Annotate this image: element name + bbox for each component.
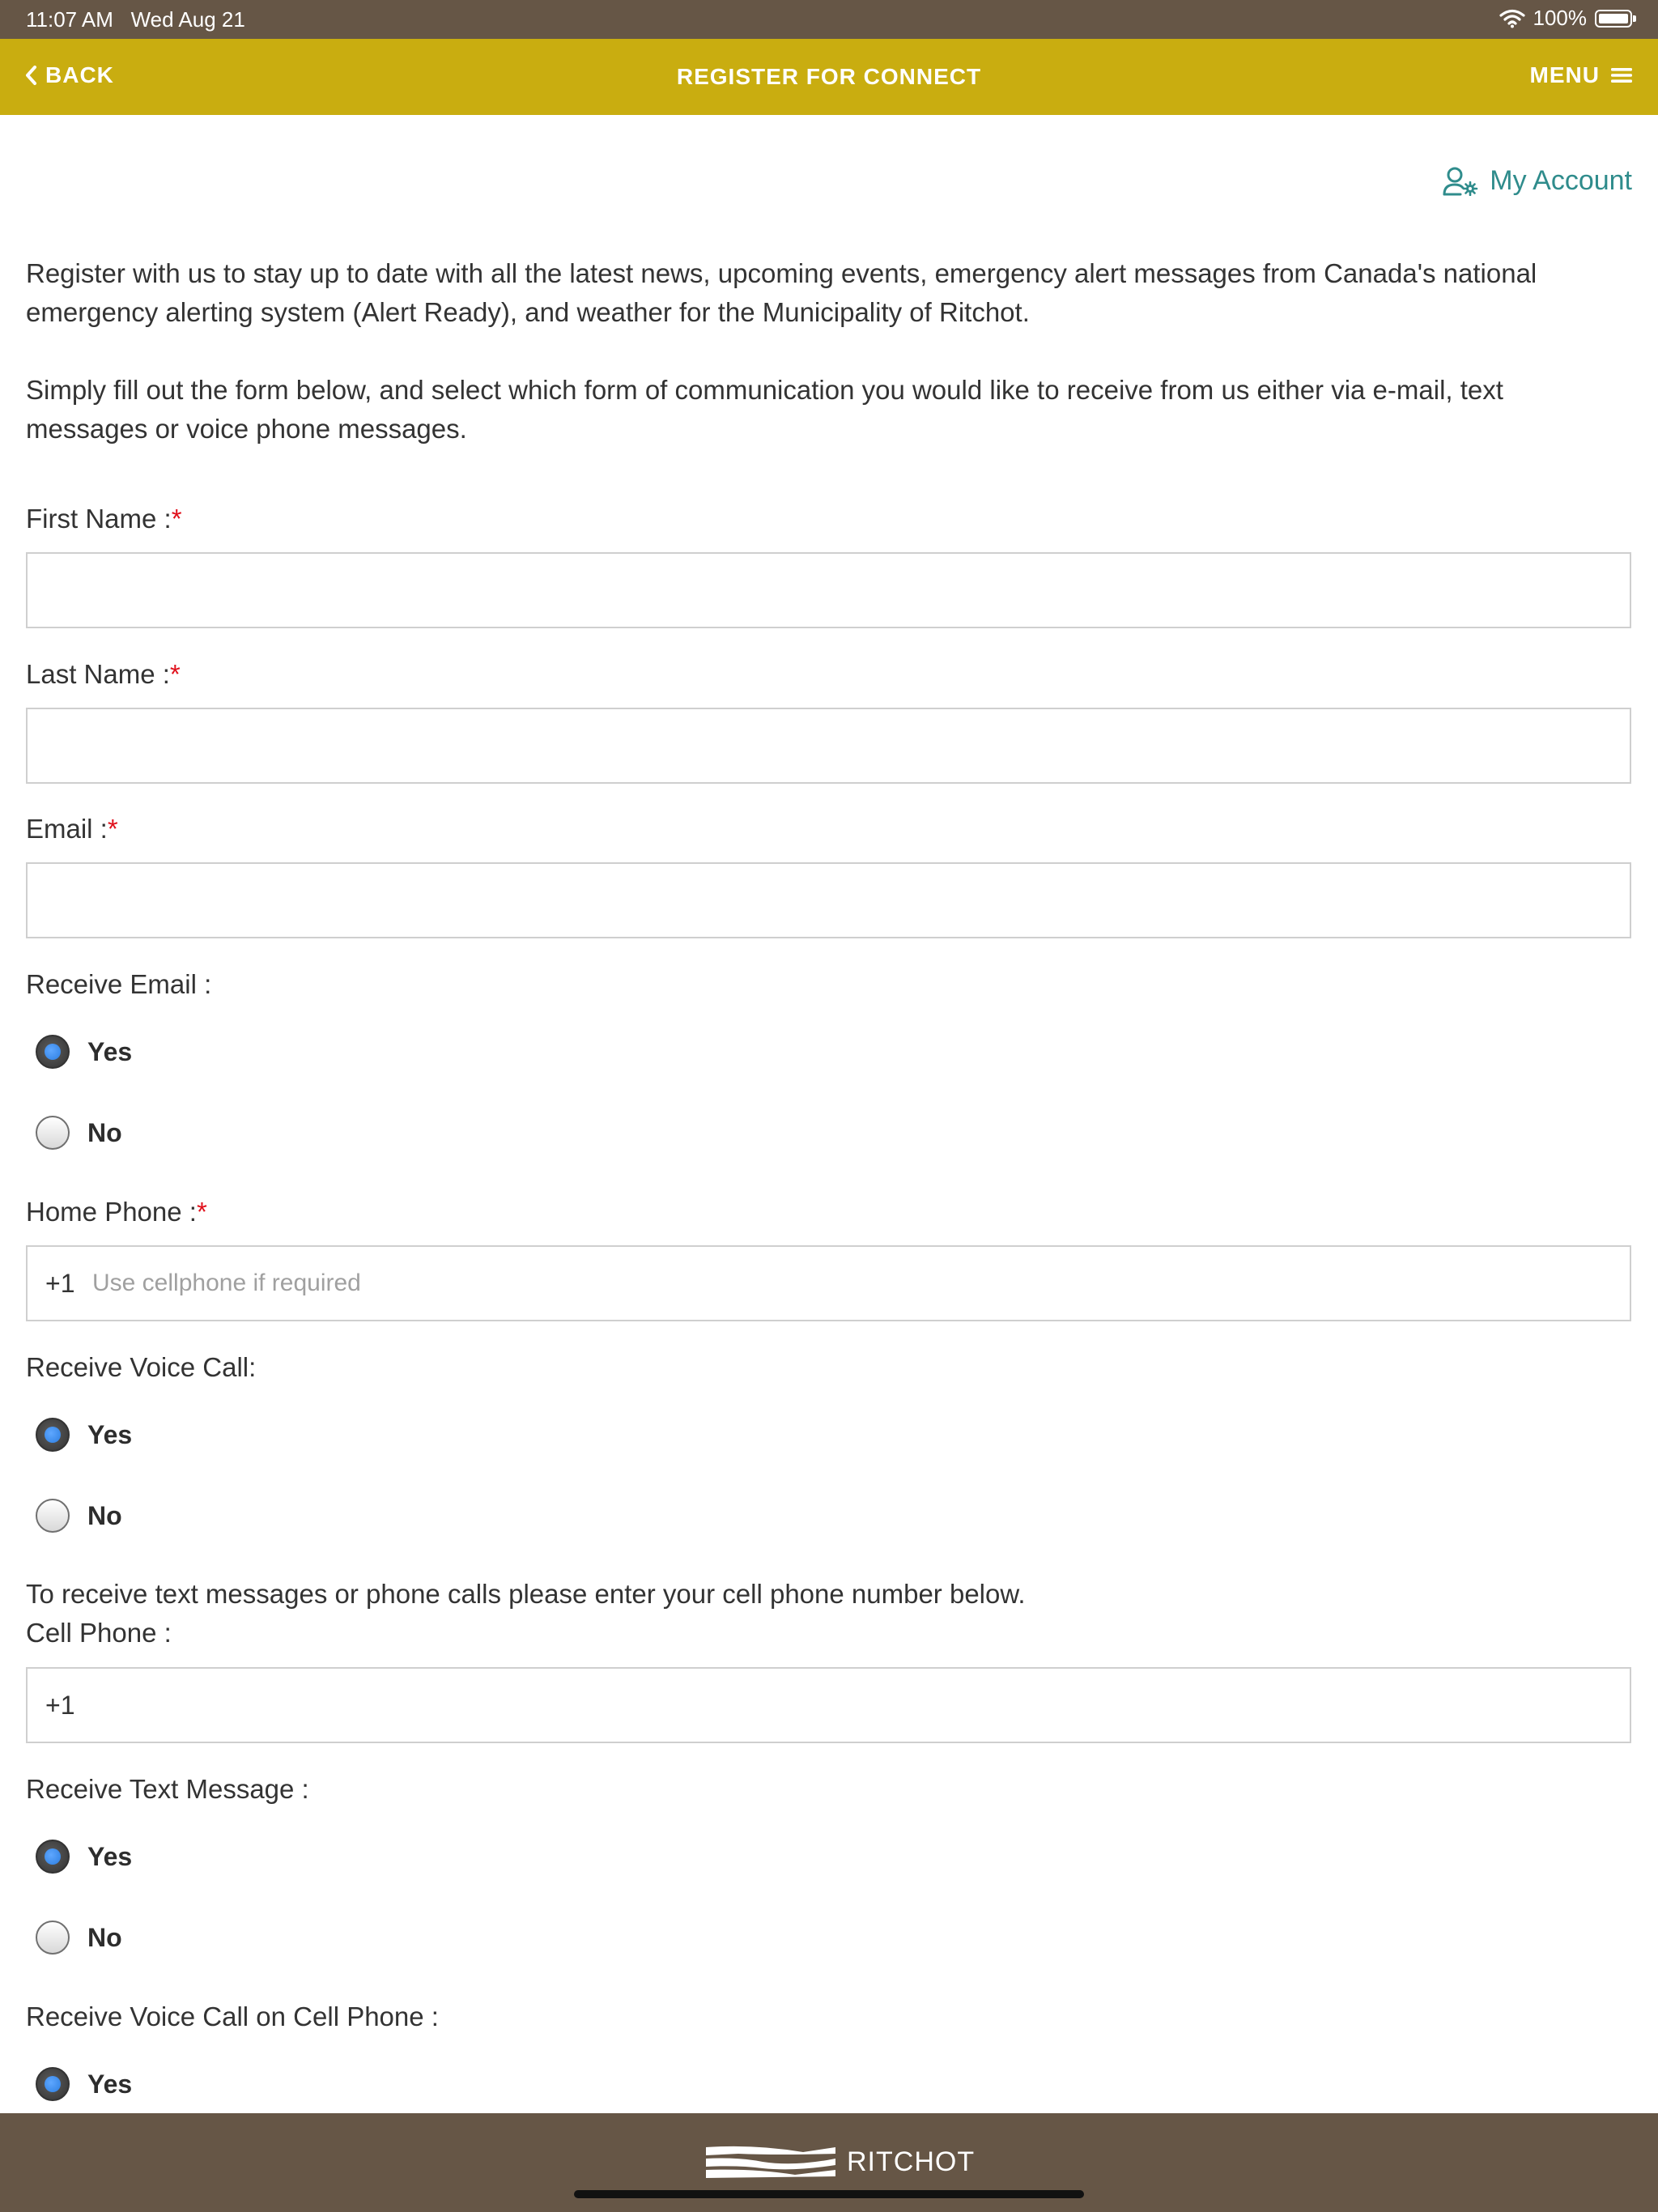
ritchot-logo-icon (706, 2144, 835, 2180)
receive-voice-label: Receive Voice Call: (26, 1352, 257, 1382)
radio-label: Yes (87, 2069, 133, 2099)
radio-unselected-icon[interactable] (36, 1499, 70, 1533)
radio-label: Yes (87, 1036, 133, 1066)
receive-email-no-radio[interactable] (36, 1116, 122, 1150)
ritchot-logo-text: RITCHOT (847, 2146, 976, 2177)
cell-phone-note: To receive text messages or phone calls please enter your cell phone number below. (26, 1579, 1026, 1609)
nav-bar (0, 39, 1658, 115)
radio-selected-icon[interactable] (36, 1035, 70, 1069)
receive-text-yes-radio[interactable] (36, 1840, 132, 1874)
email-label: Email :* (26, 814, 118, 844)
radio-unselected-icon[interactable] (36, 1921, 70, 1955)
country-code-prefix: +1 (45, 1691, 75, 1720)
cell-phone-input[interactable] (28, 1669, 1630, 1742)
receive-text-no-radio[interactable] (36, 1921, 122, 1955)
home-phone-field[interactable] (26, 1245, 1631, 1321)
required-mark: * (107, 814, 118, 844)
intro-paragraph-2: Simply fill out the form below, and select which form of communication you would like to receive from us either via e-mail, text messages or voice phone messages. (26, 375, 1503, 444)
receive-email-yes-radio[interactable] (36, 1035, 132, 1069)
receive-voice-yes-radio[interactable] (36, 1418, 132, 1452)
first-name-label: First Name :* (26, 504, 182, 534)
ritchot-logo (706, 2144, 975, 2180)
email-field[interactable] (26, 862, 1631, 938)
receive-email-label: Receive Email : (26, 969, 212, 999)
menu-button[interactable] (1530, 62, 1632, 88)
last-name-field[interactable] (26, 708, 1631, 784)
menu-label: MENU (1529, 62, 1600, 87)
battery-percent: 100% (1533, 6, 1587, 30)
user-settings-icon (1443, 167, 1478, 196)
last-name-label: Last Name :* (26, 659, 181, 689)
radio-unselected-icon[interactable] (36, 1116, 70, 1150)
back-label: BACK (45, 62, 114, 87)
home-phone-label: Home Phone :* (26, 1197, 207, 1227)
home-phone-input[interactable] (28, 1247, 1630, 1320)
status-time: 11:07 AM Wed Aug 21 (26, 7, 245, 32)
receive-text-label: Receive Text Message : (26, 1774, 309, 1804)
last-name-input[interactable] (28, 709, 1630, 782)
required-mark: * (196, 1197, 207, 1227)
home-indicator[interactable] (574, 2190, 1084, 2198)
email-input[interactable] (28, 864, 1630, 937)
my-account-link[interactable] (1443, 165, 1632, 197)
country-code-prefix: +1 (45, 1269, 75, 1298)
radio-label: No (87, 1922, 122, 1952)
receive-voice-no-radio[interactable] (36, 1499, 122, 1533)
radio-label: No (87, 1117, 122, 1147)
radio-selected-icon[interactable] (36, 1418, 70, 1452)
first-name-field[interactable] (26, 552, 1631, 628)
status-bar (0, 0, 1658, 39)
radio-label: Yes (87, 1419, 133, 1449)
my-account-label: My Account (1490, 165, 1632, 196)
radio-label: No (87, 1500, 122, 1530)
radio-selected-icon[interactable] (36, 1840, 70, 1874)
status-right (1499, 6, 1633, 31)
footer-bar (0, 2113, 1658, 2212)
receive-voice-cell-yes-radio[interactable] (36, 2067, 132, 2101)
cell-phone-field[interactable] (26, 1667, 1631, 1743)
battery-icon (1595, 10, 1632, 28)
cell-phone-label: Cell Phone : (26, 1618, 172, 1648)
required-mark: * (169, 659, 181, 689)
receive-voice-cell-label: Receive Voice Call on Cell Phone : (26, 2001, 439, 2031)
first-name-input[interactable] (28, 554, 1630, 627)
wifi-icon (1499, 9, 1525, 28)
page-title: REGISTER FOR CONNECT (676, 64, 982, 89)
required-mark: * (171, 504, 182, 534)
hamburger-icon (1611, 66, 1632, 84)
radio-label: Yes (87, 1841, 133, 1871)
radio-selected-icon[interactable] (36, 2067, 70, 2101)
intro-paragraph-1: Register with us to stay up to date with all the latest news, upcoming events, emergency alert messages from Canada's national emergency alerting system (Alert Ready), and weather for the Municipality of Ritchot. (26, 258, 1537, 327)
